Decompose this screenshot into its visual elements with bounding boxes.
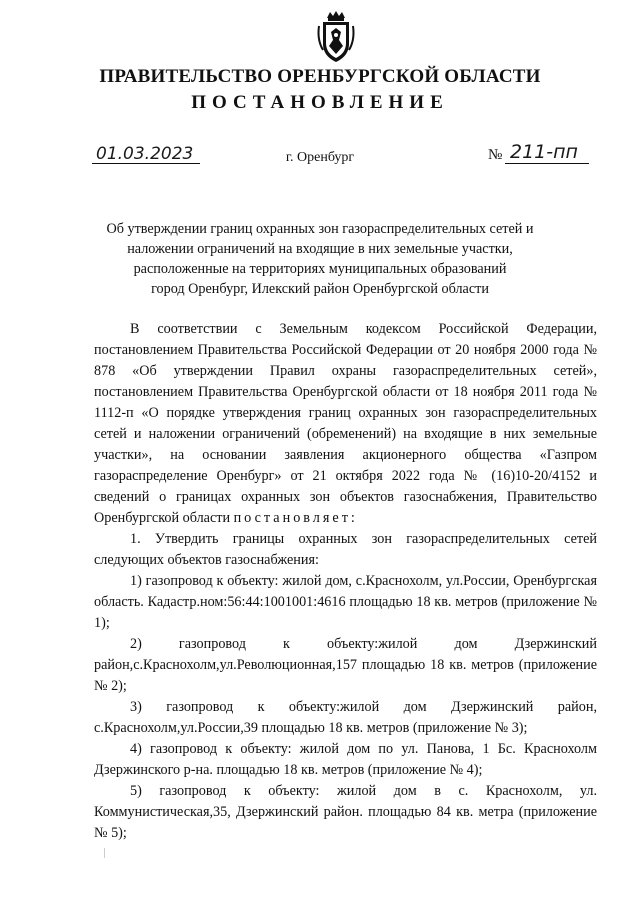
coat-of-arms-icon bbox=[315, 10, 357, 64]
document-date: 01.03.2023 bbox=[96, 144, 194, 164]
subject-line: город Оренбург, Илекский район Оренбургской области bbox=[151, 281, 489, 297]
scan-mark bbox=[104, 848, 105, 858]
subject-line: расположенные на территориях муниципальных образований bbox=[133, 261, 507, 277]
subitem: 3) газопровод к объекту:жилой дом Дзержинский район, с.Краснохолм,ул.России,39 площадью 18 кв. метров (приложение № 3); bbox=[94, 699, 597, 736]
subitem: 4) газопровод к объекту: жилой дом по ул. Панова, 1 Бс. Краснохолм Дзержинского р-на. площадью 18 кв. метров (приложение № 4); bbox=[94, 741, 597, 778]
subject-line: Об утверждении границ охранных зон газораспределительных сетей и bbox=[106, 221, 534, 237]
number-sign: № bbox=[488, 147, 503, 163]
subitem: 5) газопровод к объекту: жилой дом в с. Краснохолм, ул. Коммунистическая,35, Дзержинский район. площадью 84 кв. метра (приложение № 5); bbox=[94, 783, 597, 841]
government-title: ПРАВИТЕЛЬСТВО ОРЕНБУРГСКОЙ ОБЛАСТИ bbox=[99, 66, 541, 87]
preamble-text: В соответствии с Земельным кодексом Российской Федерации, постановлением Правительства Российской Федерации от 20 ноября 2000 года № 878 «Об утверждении Правил охраны газораспределительных сетей», постановлением Правительства Оренбургской области от 18 ноября 2011 года № 1112-п «О порядке утверждения границ охранных зон газораспределительных сетей и наложении ограничений (обременений) на входящие в них земельные участки», на основании заявления акционерного общества «Газпром газораспределение Оренбург» от 21 октября 2022 года № (16)10-20/4152 и сведений о границах охранных зон объектов газоснабжения, Правительство Оренбургской области bbox=[94, 321, 597, 526]
subitem: 2) газопровод к объекту:жилой дом Дзержинский район,с.Краснохолм,ул.Революционная,157 площадью 18 кв. метров (приложение № 2); bbox=[94, 636, 597, 694]
document-subject bbox=[90, 219, 550, 299]
city-label: г. Оренбург bbox=[285, 150, 355, 165]
subject-line: наложении ограничений на входящие в них земельные участки, bbox=[127, 241, 513, 257]
document-type: ПОСТАНОВЛЕНИЕ bbox=[191, 92, 449, 113]
number-underline bbox=[505, 163, 589, 164]
subitem: 1) газопровод к объекту: жилой дом, с.Краснохолм, ул.России, Оренбургская область. Кадастр.ном:56:44:1001001:4616 площадью 18 кв. метров (приложение № 1); bbox=[94, 573, 597, 631]
preamble-paragraph bbox=[94, 319, 597, 529]
item-1: 1. Утвердить границы охранных зон газораспределительных сетей следующих объектов газоснабжения: bbox=[94, 531, 597, 568]
document-body bbox=[94, 319, 597, 844]
decree-word: постановляет: bbox=[233, 510, 358, 526]
document-number: 211-пп bbox=[510, 141, 578, 163]
